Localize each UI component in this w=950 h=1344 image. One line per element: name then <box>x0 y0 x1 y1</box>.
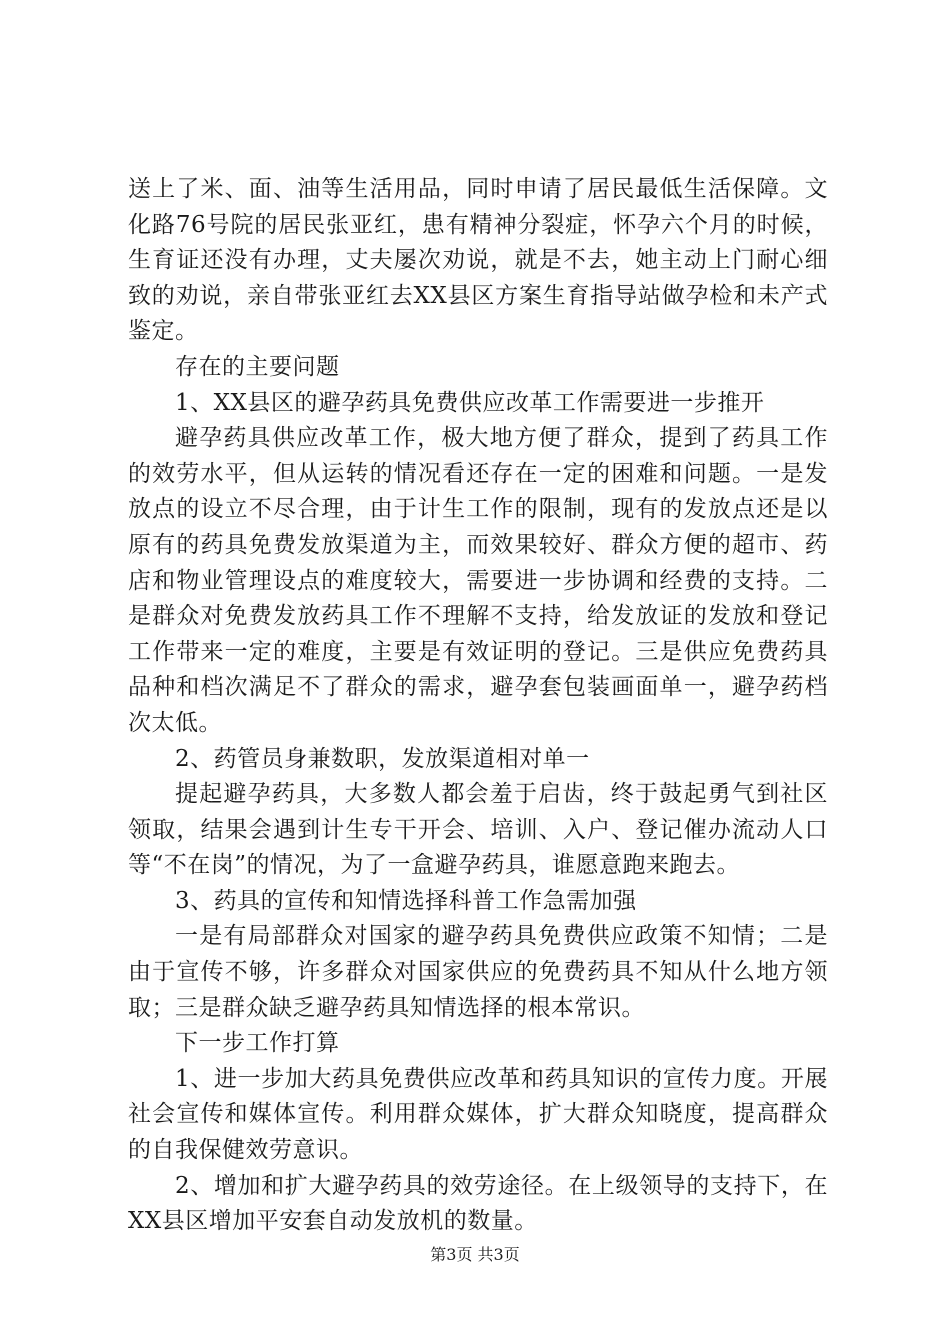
page-number-footer: 第3页 共3页 <box>430 1245 520 1264</box>
document-body <box>128 172 828 1240</box>
section-heading-problems: 存在的主要问题 <box>175 353 340 380</box>
subheading-problem-2: 2、药管员身兼数职，发放渠道相对单一 <box>175 745 590 772</box>
subheading-problem-3: 3、药具的宣传和知情选择科普工作急需加强 <box>175 887 637 914</box>
paragraph-problem-2: 提起避孕药具，大多数人都会羞于启齿，终于鼓起勇气到社区领取，结果会遇到计生专干开会、培训、入户、登记催办流动人口等“不在岗”的情况，为了一盒避孕药具，谁愿意跑来跑去。 <box>128 781 828 879</box>
subheading-problem-1: 1、XX县区的避孕药具免费供应改革工作需要进一步推开 <box>175 389 765 416</box>
paragraph-problem-3: 一是有局部群众对国家的避孕药具免费供应政策不知情；二是由于宣传不够，许多群众对国家供应的免费药具不知从什么地方领取；三是群众缺乏避孕药具知情选择的根本常识。 <box>128 923 828 1021</box>
paragraph-next-step-1: 1、进一步加大药具免费供应改革和药具知识的宣传力度。开展社会宣传和媒体宣传。利用群众媒体，扩大群众知晓度，提高群众的自我保健效劳意识。 <box>128 1065 828 1164</box>
paragraph-problem-1: 避孕药具供应改革工作，极大地方便了群众，提到了药具工作的效劳水平，但从运转的情况看还存在一定的困难和问题。一是发放点的设立不尽合理，由于计生工作的限制，现有的发放点还是以原有的药具免费发放渠道为主，而效果较好、群众方便的超市、药店和物业管理设点的难度较大，需要进一步协调和经费的支持。二是群众对免费发放药具工作不理解不支持，给发放证的发放和登记工作带来一定的难度，主要是有效证明的登记。三是供应免费药具品种和档次满足不了群众的需求，避孕套包装画面单一，避孕药档次太低。 <box>128 425 828 736</box>
paragraph-intro-continuation: 送上了米、面、油等生活用品，同时申请了居民最低生活保障。文化路76号院的居民张亚红，患有精神分裂症，怀孕六个月的时候，生育证还没有办理，丈夫屡次劝说，就是不去，她主动上门耐心细致的劝说，亲自带张亚红去XX县区方案生育指导站做孕检和未产式鉴定。 <box>128 176 828 345</box>
paragraph-next-step-2: 2、增加和扩大避孕药具的效劳途径。在上级领导的支持下，在XX县区增加平安套自动发放机的数量。 <box>128 1172 828 1235</box>
section-heading-next-steps: 下一步工作打算 <box>175 1030 340 1057</box>
